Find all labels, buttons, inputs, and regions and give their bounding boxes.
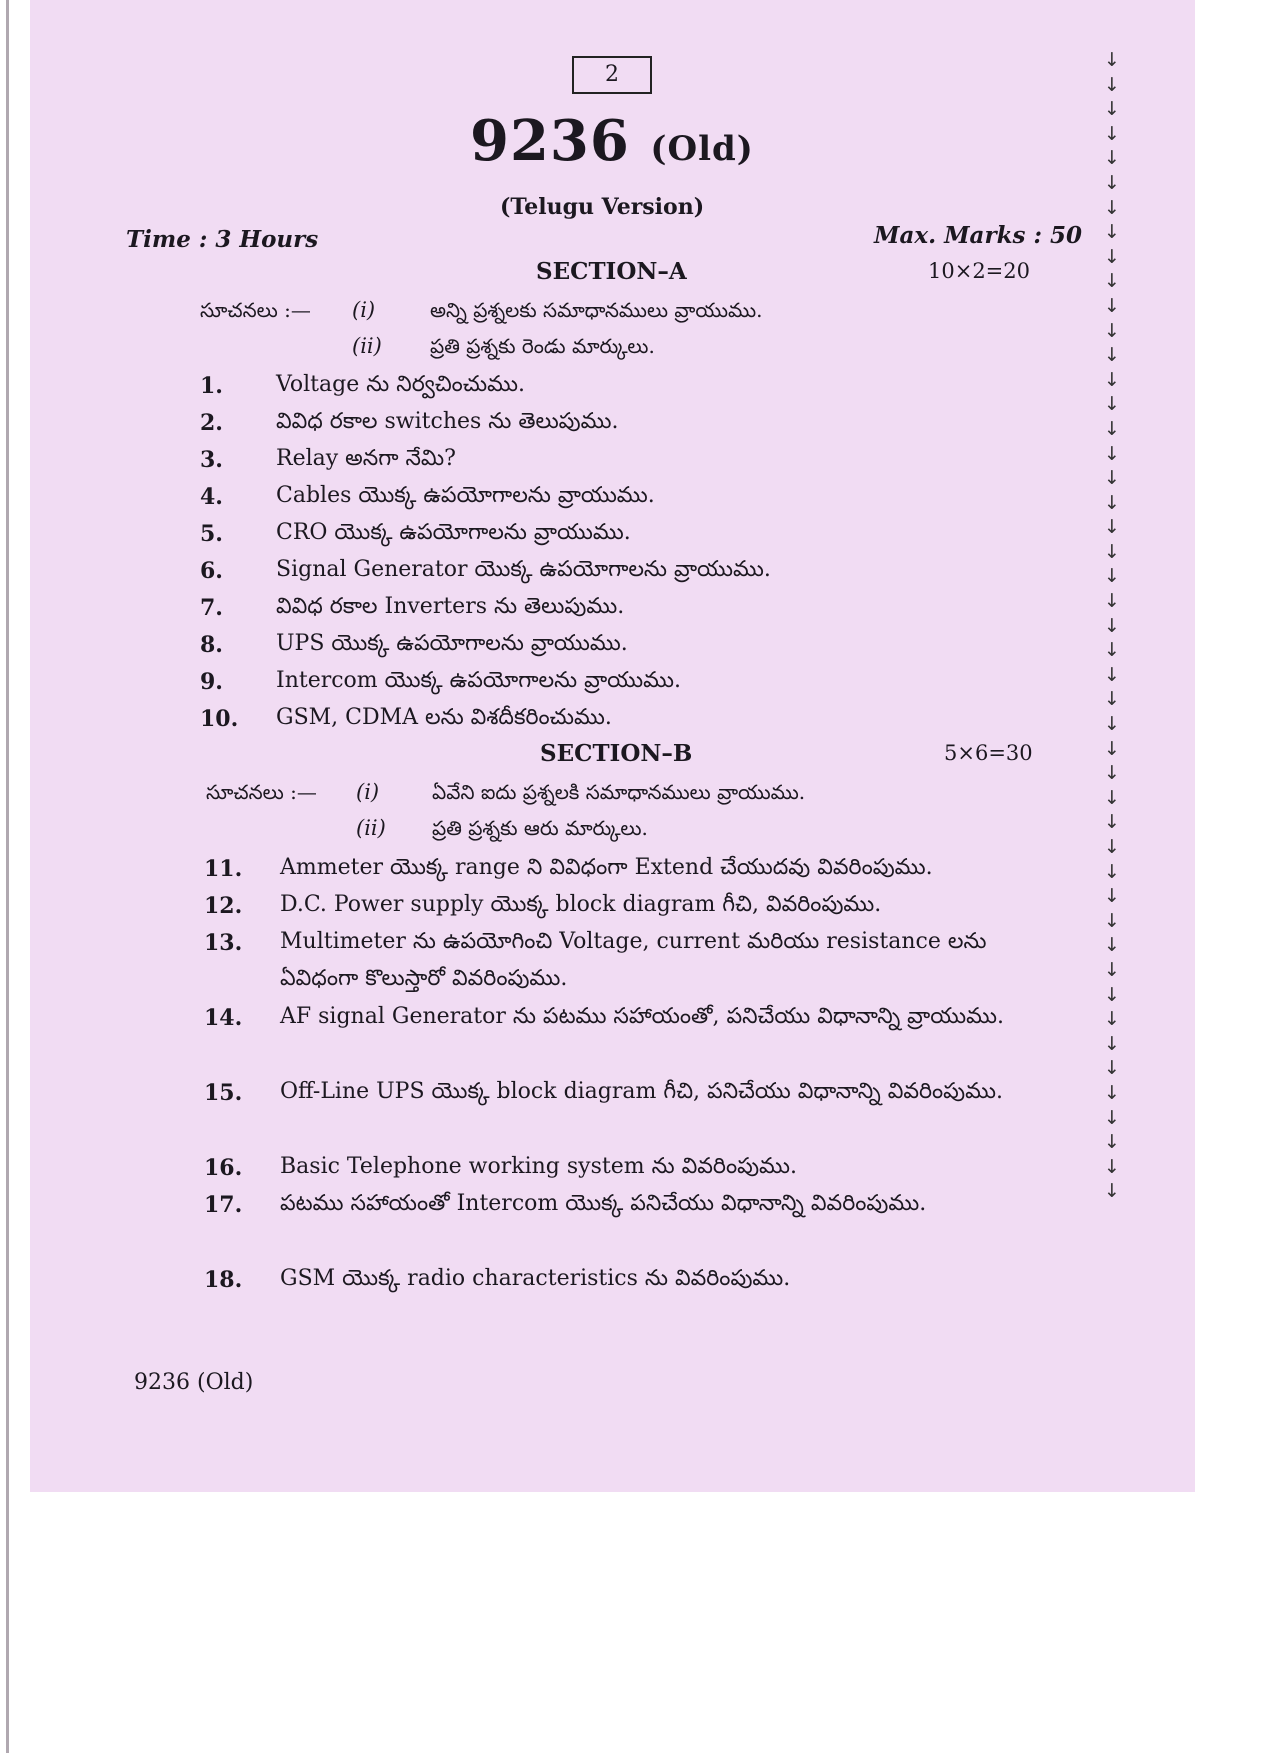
margin-arrow-icon: ↓	[1104, 590, 1120, 613]
margin-arrow-icon: ↓	[1104, 1081, 1120, 1104]
section-a-note-num: (i)	[352, 298, 376, 322]
section-b-title: SECTION–B	[540, 740, 693, 767]
question-text: GSM యొక్క radio characteristics ను వివరింపుము.	[280, 1266, 791, 1291]
question-text: పటము సహాయంతో Intercom యొక్క పనిచేయు విధానాన్ని వివరింపుము.	[280, 1191, 927, 1216]
question-text: Intercom యొక్క ఉపయోగాలను వ్రాయుము.	[276, 668, 681, 693]
margin-arrow-icon: ↓	[1104, 688, 1120, 711]
margin-arrow-icon: ↓	[1104, 762, 1120, 785]
question-text: Ammeter యొక్క range ని వివిధంగా Extend చేయుదవు వివరింపుము.	[280, 855, 933, 880]
question-text: GSM, CDMA లను విశదీకరించుము.	[276, 705, 612, 730]
question-number: 12.	[204, 893, 243, 919]
question-number: 11.	[204, 856, 243, 882]
margin-arrow-icon: ↓	[1104, 270, 1120, 293]
margin-arrow-icon: ↓	[1104, 860, 1120, 883]
margin-arrow-icon: ↓	[1104, 491, 1120, 514]
margin-arrow-icon: ↓	[1104, 1180, 1120, 1203]
margin-arrow-icon: ↓	[1104, 221, 1120, 244]
question-text: వివిధ రకాల Inverters ను తెలుపుము.	[276, 594, 625, 619]
margin-arrow-icon: ↓	[1104, 934, 1120, 957]
section-a-marks: 10×2=20	[928, 259, 1030, 283]
section-a-note-text: అన్ని ప్రశ్నలకు సమాధానములు వ్రాయుము.	[430, 298, 763, 322]
scan-edge-line	[6, 0, 9, 1753]
section-b-note-text: ఏవేని ఐదు ప్రశ్నలకి సమాధానములు వ్రాయుము.	[432, 780, 806, 804]
margin-arrow-icon: ↓	[1104, 1057, 1120, 1080]
margin-arrow-icon: ↓	[1104, 294, 1120, 317]
question-number: 7.	[200, 595, 223, 621]
margin-arrow-icon: ↓	[1104, 836, 1120, 858]
paper-code	[470, 108, 754, 174]
margin-arrow-icon: ↓	[1104, 737, 1120, 760]
question-number: 14.	[204, 1005, 243, 1031]
margin-arrow-icon: ↓	[1104, 1008, 1120, 1031]
exam-time: Time : 3 Hours	[126, 226, 319, 253]
question-number: 16.	[204, 1155, 243, 1181]
margin-arrow-icon: ↓	[1104, 344, 1120, 367]
section-b-note-num: (i)	[356, 780, 380, 804]
question-text: Off-Line UPS యొక్క block diagram గీచి, పనిచేయు విధానాన్ని వివరింపుము.	[280, 1079, 1004, 1104]
question-number: 6.	[200, 558, 223, 584]
max-marks: Max. Marks : 50	[874, 222, 1082, 249]
question-text: Multimeter ను ఉపయోగించి Voltage, current మరియు resistance లను ఏవిధంగా కొలుస్తారో వివరింపుము.	[280, 929, 987, 991]
paper-code-suffix: (Old)	[650, 129, 754, 169]
margin-arrow-icon: ↓	[1104, 122, 1120, 145]
question-text: D.C. Power supply యొక్క block diagram గీచి, వివరింపుము.	[280, 892, 882, 917]
margin-arrow-icon: ↓	[1104, 393, 1120, 416]
margin-arrow-icon: ↓	[1104, 540, 1120, 563]
margin-arrow-icon: ↓	[1104, 811, 1120, 834]
section-b-note-label: సూచనలు :—	[206, 780, 317, 804]
margin-arrow-icon: ↓	[1104, 442, 1120, 465]
question-number: 8.	[200, 632, 223, 658]
margin-arrow-icon: ↓	[1104, 98, 1120, 121]
margin-arrow-icon: ↓	[1104, 516, 1120, 539]
question-text: Relay అనగా నేమి?	[276, 446, 456, 471]
margin-arrow-icon: ↓	[1104, 319, 1120, 342]
page-number: 2	[572, 56, 652, 94]
question-text: Cables యొక్క ఉపయోగాలను వ్రాయుము.	[276, 483, 655, 508]
margin-arrow-icon: ↓	[1104, 171, 1120, 194]
section-a-note-text: ప్రతి ప్రశ్నకు రెండు మార్కులు.	[430, 334, 655, 358]
margin-arrow-icon: ↓	[1104, 417, 1120, 440]
question-text: Signal Generator యొక్క ఉపయోగాలను వ్రాయుము.	[276, 557, 771, 582]
question-text: CRO యొక్క ఉపయోగాలను వ్రాయుము.	[276, 520, 631, 545]
question-number: 4.	[200, 484, 223, 510]
margin-arrow-icon: ↓	[1104, 196, 1120, 219]
question-number: 15.	[204, 1080, 243, 1106]
section-b-note-text: ప్రతి ప్రశ్నకు ఆరు మార్కులు.	[432, 816, 648, 840]
question-number: 5.	[200, 521, 223, 547]
question-text: Voltage ను నిర్వచించుము.	[276, 372, 526, 397]
question-number: 9.	[200, 669, 223, 695]
question-number: 1.	[200, 373, 223, 399]
margin-arrow-icon: ↓	[1104, 786, 1120, 809]
margin-arrow-icon: ↓	[1104, 73, 1120, 96]
margin-arrow-icon: ↓	[1104, 1131, 1120, 1154]
paper-version: (Telugu Version)	[500, 194, 705, 220]
section-b-marks: 5×6=30	[944, 741, 1033, 765]
margin-arrow-icon: ↓	[1104, 958, 1120, 981]
margin-arrow-icon: ↓	[1104, 565, 1120, 588]
question-number: 10.	[200, 706, 239, 732]
margin-arrow-icon: ↓	[1104, 1155, 1120, 1178]
margin-arrow-icon: ↓	[1104, 614, 1120, 637]
question-number: 2.	[200, 410, 223, 436]
section-a-title: SECTION–A	[536, 258, 687, 285]
margin-arrow-icon: ↓	[1104, 467, 1120, 490]
question-number: 13.	[204, 930, 243, 956]
margin-arrow-icon: ↓	[1104, 1106, 1120, 1129]
margin-arrow-icon: ↓	[1104, 1032, 1120, 1055]
margin-arrow-icon: ↓	[1104, 245, 1120, 268]
question-text: AF signal Generator ను పటము సహాయంతో, పనిచేయు విధానాన్ని వ్రాయుము.	[280, 1004, 1005, 1029]
question-number: 18.	[204, 1267, 243, 1293]
question-number: 17.	[204, 1192, 243, 1218]
question-text: వివిధ రకాల switches ను తెలుపుము.	[276, 409, 619, 434]
margin-arrow-icon: ↓	[1104, 885, 1120, 908]
margin-arrow-icon: ↓	[1104, 983, 1120, 1006]
margin-arrow-icon: ↓	[1104, 49, 1120, 71]
footer-paper-code: 9236 (Old)	[134, 1370, 254, 1395]
paper-code-number: 9236	[470, 108, 630, 174]
section-a-note-num: (ii)	[352, 334, 382, 358]
question-number: 3.	[200, 447, 223, 473]
question-text: UPS యొక్క ఉపయోగాలను వ్రాయుము.	[276, 631, 628, 656]
margin-arrow-icon: ↓	[1104, 368, 1120, 391]
margin-arrow-icon: ↓	[1104, 713, 1120, 736]
question-text: Basic Telephone working system ను వివరింపుము.	[280, 1154, 797, 1179]
section-b-note-num: (ii)	[356, 816, 386, 840]
margin-arrow-column	[1104, 48, 1126, 1204]
section-a-note-label: సూచనలు :—	[200, 298, 311, 322]
margin-arrow-icon: ↓	[1104, 639, 1120, 662]
margin-arrow-icon: ↓	[1104, 909, 1120, 932]
margin-arrow-icon: ↓	[1104, 147, 1120, 170]
margin-arrow-icon: ↓	[1104, 663, 1120, 686]
